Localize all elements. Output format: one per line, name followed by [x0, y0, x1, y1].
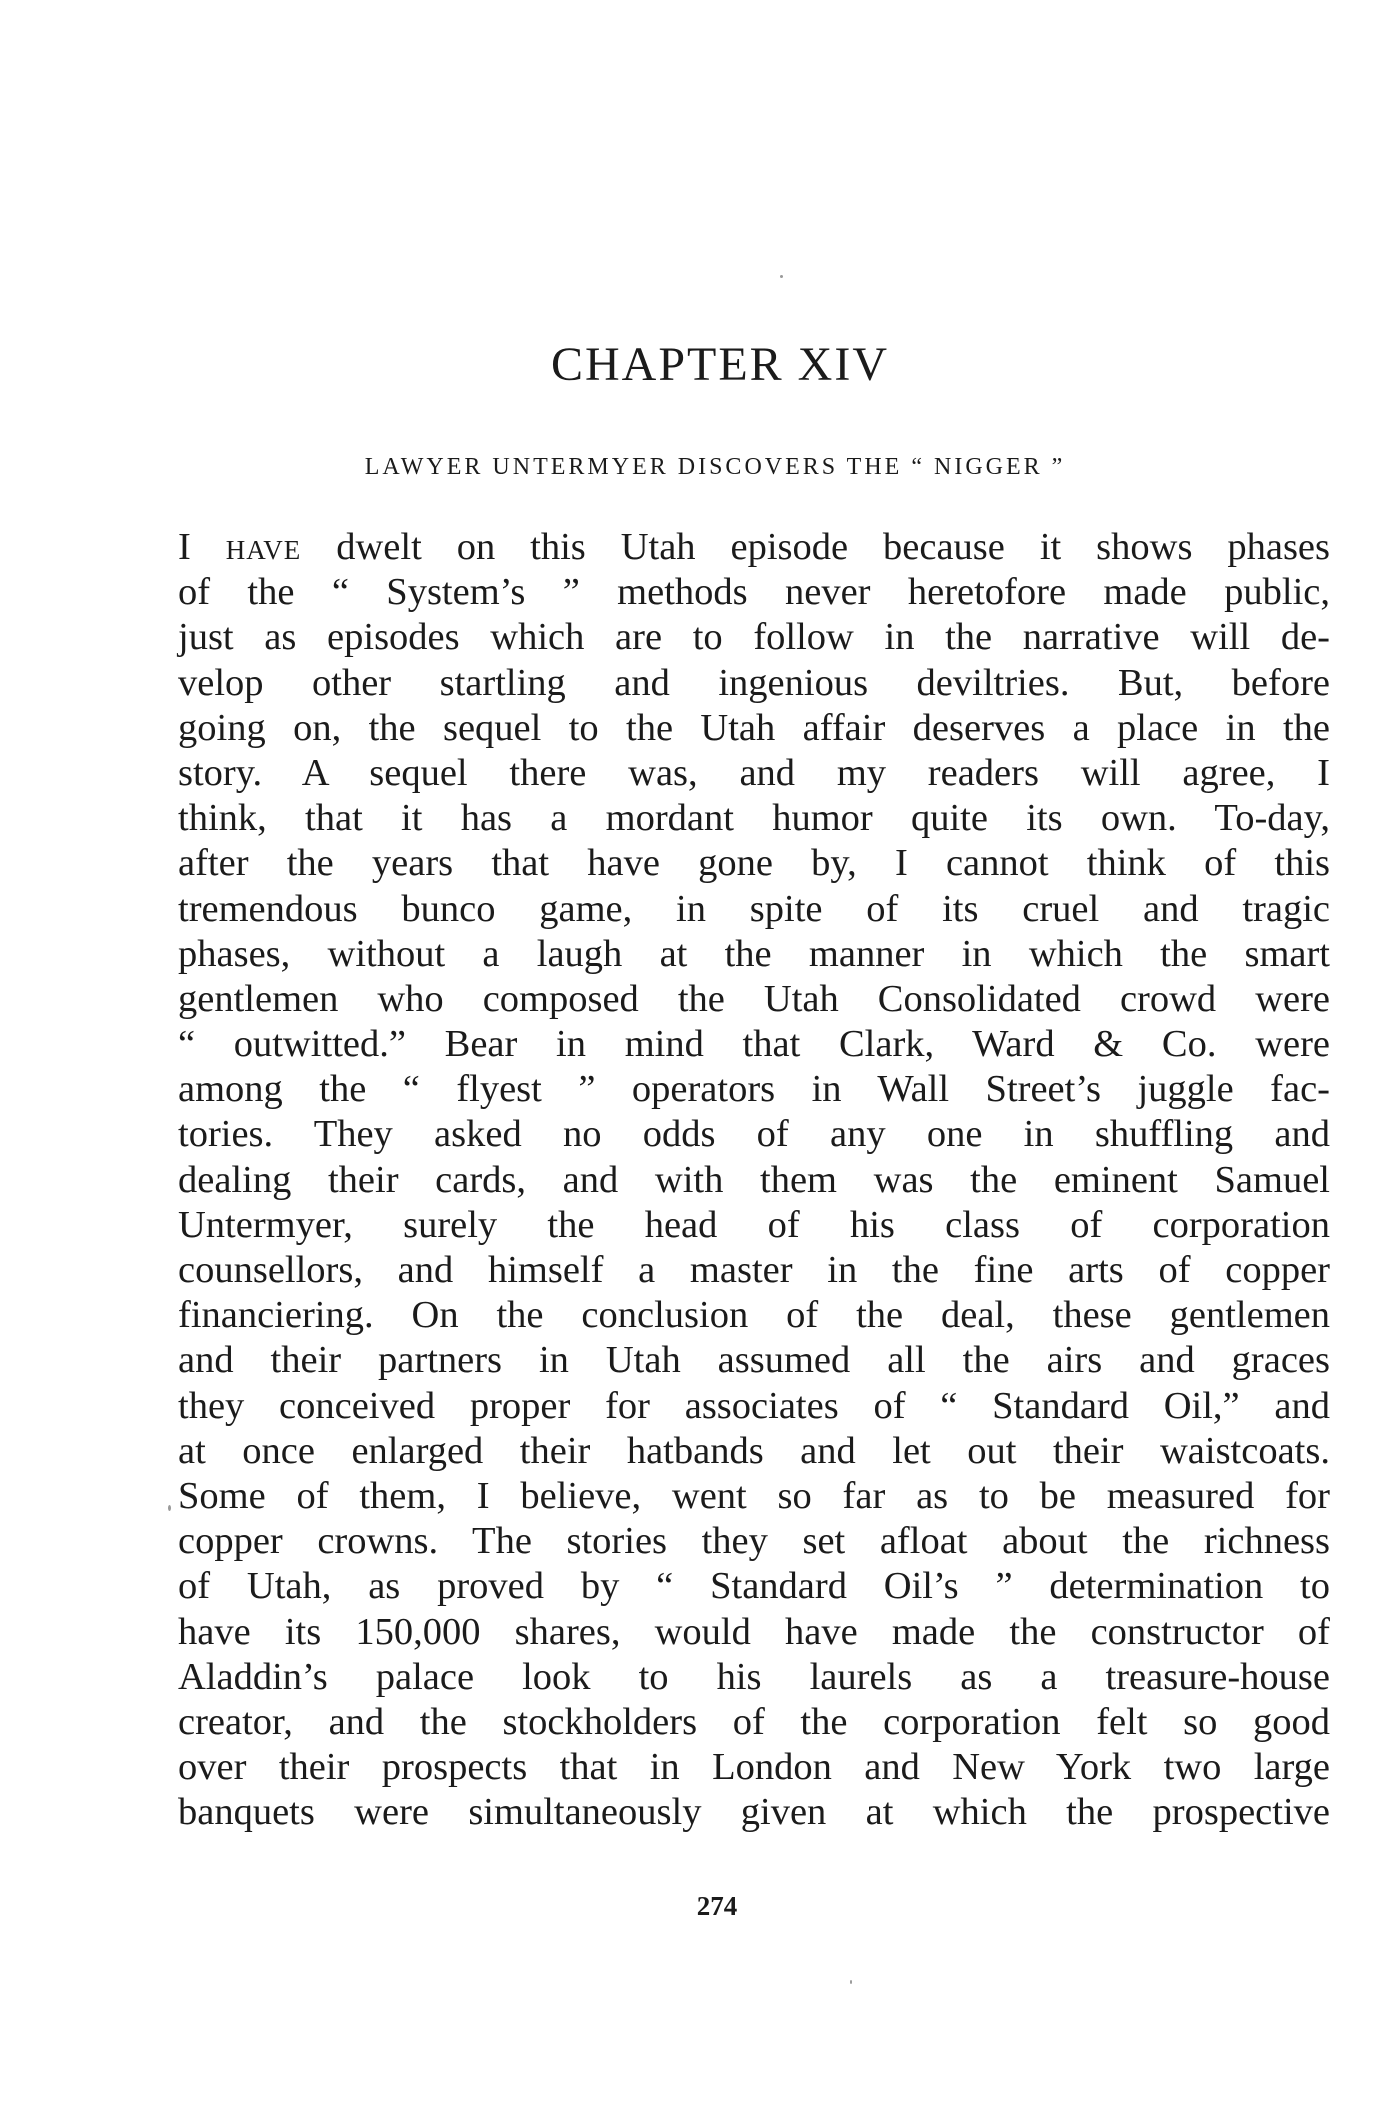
- text-line: over their prospects that in London and New York two large: [178, 1746, 1330, 1789]
- chapter-subtitle: LAWYER UNTERMYER DISCOVERS THE “ NIGGER ”: [364, 454, 1066, 480]
- text-line: “ outwitted.” Bear in mind that Clark, Ward & Co. were: [178, 1023, 1330, 1066]
- text-line: after the years that have gone by, I cannot think of this: [178, 842, 1330, 885]
- scan-speck: [850, 1980, 852, 1984]
- text-line: have its 150,000 shares, would have made the constructor of: [178, 1610, 1330, 1653]
- chapter-title: CHAPTER XIV: [550, 338, 889, 391]
- text-line: creator, and the stockholders of the corporation felt so good: [178, 1700, 1330, 1743]
- text-line: think, that it has a mordant humor quite its own. To-day,: [178, 797, 1330, 840]
- paragraph-first-line: [178, 525, 1330, 570]
- text-line: dealing their cards, and with them was the eminent Samuel: [178, 1158, 1330, 1201]
- text-line: at once enlarged their hatbands and let out their waistcoats.: [178, 1429, 1330, 1472]
- text-line: counsellors, and himself a master in the fine arts of copper: [178, 1249, 1330, 1291]
- text-line: and their partners in Utah assumed all the airs and graces: [178, 1339, 1330, 1382]
- text-line: copper crowns. The stories they set afloat about the richness: [178, 1520, 1330, 1563]
- small-caps-word: HAVE: [225, 535, 302, 565]
- text-line: tories. They asked no odds of any one in shuffling and: [178, 1113, 1330, 1156]
- text-line: velop other startling and ingenious deviltries. But, before: [178, 661, 1330, 704]
- text-line: Untermyer, surely the head of his class of corporation: [178, 1203, 1330, 1246]
- text-line: just as episodes which are to follow in the narrative will de-: [178, 616, 1330, 659]
- text-line: of Utah, as proved by “ Standard Oil’s ” determination to: [178, 1565, 1330, 1608]
- text-line: gentlemen who composed the Utah Consolidated crowd were: [178, 977, 1330, 1020]
- scan-speck: [780, 275, 783, 278]
- text-line: going on, the sequel to the Utah affair deserves a place in the: [178, 706, 1330, 749]
- text-line: phases, without a laugh at the manner in which the smart: [178, 932, 1330, 975]
- body-paragraph: [178, 525, 1330, 1835]
- text-line: they conceived proper for associates of “ Standard Oil,” and: [178, 1384, 1330, 1427]
- text-line: Some of them, I believe, went so far as to be measured for: [178, 1474, 1330, 1517]
- page-number: 274: [696, 1891, 738, 1921]
- text-line: among the “ flyest ” operators in Wall Street’s juggle fac-: [178, 1068, 1330, 1111]
- text-line: tremendous bunco game, in spite of its cruel and tragic: [178, 887, 1330, 930]
- first-line-text: dwelt on this Utah episode because it shows phases: [301, 526, 1331, 568]
- scan-speck: [168, 1505, 171, 1511]
- text-line: Aladdin’s palace look to his laurels as a treasure-house: [178, 1655, 1330, 1698]
- drop-word: I: [178, 526, 191, 568]
- text-line: banquets were simultaneously given at which the prospective: [178, 1791, 1330, 1834]
- text-line: financiering. On the conclusion of the deal, these gentlemen: [178, 1294, 1330, 1337]
- text-line: story. A sequel there was, and my readers will agree, I: [178, 751, 1330, 794]
- text-line: of the “ System’s ” methods never heretofore made public,: [178, 571, 1330, 614]
